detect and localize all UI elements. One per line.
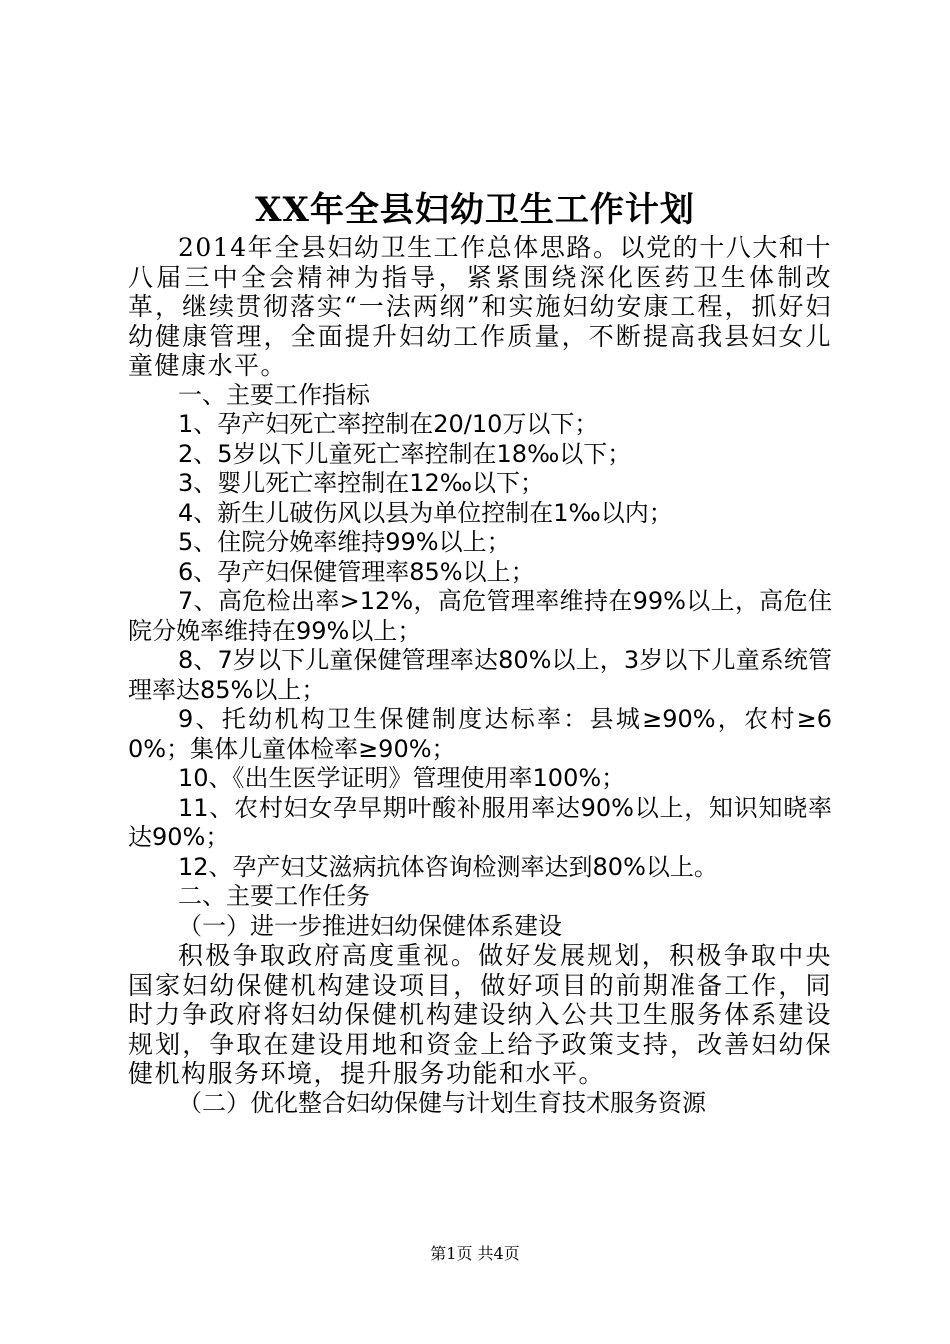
indicator-item: 2、5岁以下儿童死亡率控制在18‰以下； (178, 439, 632, 468)
task-paragraph: 积极争取政府高度重视。做好发展规划，积极争取中央国家妇幼保健机构建设项目，做好项目的前期准备工作，同时力争政府将妇幼保健机构建设纳入公共卫生服务体系建设规划，争取在建设用地和资金上给予政策支持，改善妇幼保健机构服务环境，提升服务功能和水平。 (128, 941, 832, 1088)
intro-paragraph: 2014年全县妇幼卫生工作总体思路。以党的十八大和十八届三中全会精神为指导，紧紧围绕深化医药卫生体制改革，继续贯彻落实“一法两纲”和实施妇幼安康工程，抓好妇幼健康管理，全面提升妇幼工作质量，不断提高我县妇女儿童健康水平。 (128, 233, 832, 380)
task-heading: （二）优化整合妇幼保健与计划生育技术服务资源 (178, 1088, 706, 1117)
document-title: XX年全县妇幼卫生工作计划 (255, 190, 695, 230)
indicator-item: 3、婴儿死亡率控制在12‰以下； (178, 469, 545, 497)
indicator-item: 8、7岁以下儿童保健管理率达80%以上，3岁以下儿童系统管理率达85%以上； (128, 646, 832, 704)
indicator-item: 5、住院分娩率维持99%以上； (178, 528, 511, 556)
section-heading-indicators: 一、主要工作指标 (178, 380, 370, 409)
indicator-item: 7、高危检出率>12%，高危管理率维持在99%以上，高危住院分娩率维持在99%以上； (128, 587, 832, 645)
indicator-item: 6、孕产妇保健管理率85%以上； (178, 557, 535, 586)
indicator-item: 10、《出生医学证明》管理使用率100%； (178, 764, 626, 792)
indicator-item: 9、托幼机构卫生保健制度达标率：县城≥90%，农村≥60%；集体儿童体检率≥90%； (128, 705, 832, 763)
page-footer: 第1页 共4页 (430, 1244, 520, 1263)
document-body (128, 233, 832, 1118)
indicator-item: 1、孕产妇死亡率控制在20/10万以下； (178, 410, 599, 438)
indicator-item: 11、农村妇女孕早期叶酸补服用率达90%以上，知识知晓率达90%； (128, 793, 832, 851)
task-heading: （一）进一步推进妇幼保健体系建设 (178, 911, 562, 940)
indicator-list (128, 410, 832, 882)
indicator-item: 12、孕产妇艾滋病抗体咨询检测率达到80%以上。 (178, 852, 718, 881)
section-heading-tasks: 二、主要工作任务 (178, 882, 370, 910)
indicator-item: 4、新生儿破伤风以县为单位控制在1‰以内； (178, 498, 673, 527)
